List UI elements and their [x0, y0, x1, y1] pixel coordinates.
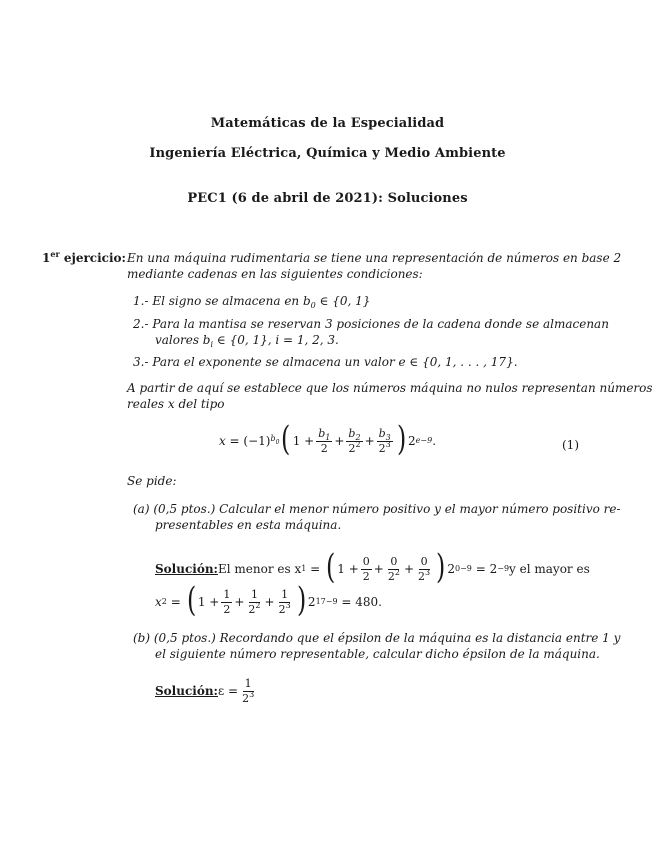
after-line-1: A partir de aquí se establece que los números máquina no nulos representan números — [127, 381, 653, 395]
intro-line-2: mediante cadenas en las siguientes condiciones: — [127, 267, 423, 281]
item-2: 2.- Para la mantisa se reservan 3 posiciones de la cadena donde se almacenan — [133, 317, 609, 331]
document-subtitle: Ingeniería Eléctrica, Química y Medio Ambiente — [149, 146, 506, 161]
part-a-line-2: presentables en esta máquina. — [155, 518, 342, 532]
equation-number: (1) — [562, 438, 579, 452]
item-1: 1.- El signo se almacena en $b_0$ ∈ {0, 1} — [133, 294, 371, 310]
intro-line-1: En una máquina rudimentaria se tiene una representación de números en base 2 — [127, 251, 622, 265]
part-b-line-2: el siguiente número representable, calcular dicho épsilon de la máquina. — [155, 647, 600, 661]
part-b-line-1: (b) (0,5 ptos.) Recordando que el épsilon de la máquina es la distancia entre 1 y — [133, 631, 621, 645]
after-line-2: reales x del tipo — [127, 397, 225, 411]
se-pide: Se pide: — [127, 474, 177, 488]
solution-label-b: Solución: — [155, 684, 218, 699]
item-2-cont: valores $b_i$ ∈ {0, 1}, i = 1, 2, 3. — [155, 333, 339, 349]
part-a-solution-line-1: Solución: El menor es x 1 = ( 1 + $\frac{0}{2}$ + $\frac{0}{2^2}$ + $\frac{0}{2^3}$ ) 2 0−9 = 2 −9 y el mayor es — [155, 547, 590, 587]
part-b-solution: Solución: ε = $\frac{1}{2^3}$ — [155, 677, 255, 705]
equation-1: x = (−1) $b_0$ ( 1 + $\frac{b_1}{2}$ + $\frac{b_2}{2^2}$ + $\frac{b_3}{2^3}$ ) 2 e−9 . — [218, 419, 437, 459]
pec-heading: PEC1 (6 de abril de 2021): Soluciones — [187, 191, 468, 206]
document-title: Matemáticas de la Especialidad — [210, 116, 445, 131]
solution-label-a: Solución: — [155, 562, 218, 576]
exercise-label: 1er ejercicio: — [42, 249, 126, 265]
item-3: 3.- Para el exponente se almacena un valor e ∈ {0, 1, . . . , 17}. — [133, 355, 518, 369]
part-a-solution-line-2: x 2 = ( 1 + $\frac{1}{2}$ + $\frac{1}{2^2}$ + $\frac{1}{2^3}$ ) 2 17−9 = 480. — [155, 580, 382, 620]
part-a-line-1: (a) (0,5 ptos.) Calcular el menor número positivo y el mayor número positivo re- — [133, 502, 621, 516]
